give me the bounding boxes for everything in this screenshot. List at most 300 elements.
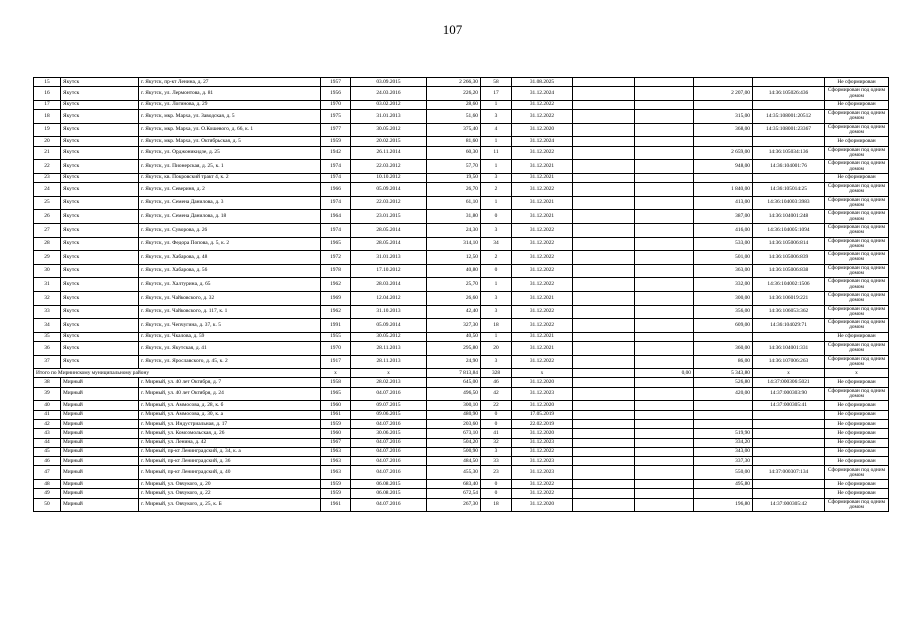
status-cell: Не сформирован [825,429,889,438]
address-cell: г. Якутск, ул. Чайковского, д. 32 [139,291,321,305]
table-row [34,498,889,512]
land-area-cell: 387,00 [694,210,753,224]
date-cell: 09.06.2015 [351,410,427,419]
city-cell: Якутск [61,278,139,292]
deadline-cell: 31.12.2023 [512,438,573,447]
year-cell: 1963 [321,447,351,456]
city-cell: Якутск [61,291,139,305]
row-number: 50 [34,498,61,512]
count-cell: 1 [481,100,512,109]
cadastral-number-cell: 14:36:104001:76 [753,160,825,174]
address-cell: г. Якутск, ул. Пионерская, д. 25, к. 1 [139,160,321,174]
area-cell: 673,10 [427,429,481,438]
cadastral-number-cell [753,137,825,146]
cadastral-number-cell [753,173,825,182]
cadastral-number-cell: 14:36:104001:331 [753,341,825,355]
land-area-cell [694,401,753,410]
value-cell [573,438,635,447]
housing-register-table [33,77,889,512]
land-area-cell: 2 659,00 [694,146,753,160]
cadastral-number-cell: 14:37:000303:90 [753,387,825,401]
land-area-cell: 315,00 [694,110,753,124]
row-number: 16 [34,87,61,101]
area-cell: 226,20 [427,87,481,101]
status-cell: Сформирован под одним домом [825,466,889,480]
table-row [34,237,889,251]
count-cell: 46 [481,378,512,387]
city-cell: Якутск [61,237,139,251]
status-cell: Не сформирован [825,137,889,146]
count-cell: 3 [481,110,512,124]
cadastral-number-cell: 14:36:104029:71 [753,319,825,333]
deadline-cell: 31.12.2020 [512,378,573,387]
address-cell: г. Якутск, мкр. Марха, ул. О.Кошевого, д. 66, к. 1 [139,123,321,137]
date-cell: 22.03.2012 [351,196,427,210]
row-number: 39 [34,387,61,401]
cadastral-number-cell: 14:37:000307:134 [753,466,825,480]
cadastral-number-cell: 14:36:105014:25 [753,183,825,197]
value-cell [573,291,635,305]
cadastral-number-cell: 14:36:105034:136 [753,146,825,160]
address-cell: г. Якутск, ул. Чепчугина, д. 37, к. 5 [139,319,321,333]
value-cell [635,223,694,237]
row-number: 24 [34,183,61,197]
year-cell: 1960 [321,429,351,438]
total-row [34,369,889,378]
area-cell: 57,70 [427,160,481,174]
value-cell [635,480,694,489]
count-cell: 0 [481,480,512,489]
address-cell: г. Якутск, ул. Ярославского, д. 45, к. 2 [139,355,321,369]
value-cell [573,378,635,387]
land-area-cell [694,78,753,87]
city-cell: Якутск [61,100,139,109]
city-cell: Якутск [61,196,139,210]
value-cell [635,146,694,160]
cadastral-number-cell [753,78,825,87]
table-row [34,251,889,265]
count-cell: 0 [481,264,512,278]
table-row [34,173,889,182]
date-cell: 04.07.2016 [351,438,427,447]
deadline-cell: 31.12.2021 [512,173,573,182]
land-area-cell [694,137,753,146]
count-cell: 20 [481,341,512,355]
area-cell: 26,70 [427,183,481,197]
row-number: 38 [34,378,61,387]
cadastral-number-cell: 14:35:108001:20512 [753,110,825,124]
status-cell: Сформирован под одним домом [825,278,889,292]
value-cell [573,237,635,251]
city-cell: Мирный [61,466,139,480]
row-number: 49 [34,489,61,498]
land-area-cell [694,410,753,419]
city-cell: Мирный [61,401,139,410]
area-cell: 2 266,30 [427,78,481,87]
area-cell: 26,60 [427,291,481,305]
status-cell: Не сформирован [825,401,889,410]
value-cell [635,355,694,369]
status-cell: Сформирован под одним домом [825,291,889,305]
address-cell: г. Якутск, ул. Чкалова, д. 59 [139,332,321,341]
year-cell: 1963 [321,457,351,466]
land-area-cell: 526,80 [694,378,753,387]
value-cell [573,319,635,333]
deadline-cell: 31.12.2022 [512,110,573,124]
status-cell: Не сформирован [825,100,889,109]
date-cell: 06.08.2015 [351,489,427,498]
row-number: 18 [34,110,61,124]
row-number: 47 [34,466,61,480]
address-cell: г. Якутск, ул. Федора Попова, д. 5, к. 2 [139,237,321,251]
count-cell: 22 [481,401,512,410]
value-cell [573,355,635,369]
land-area-cell [694,489,753,498]
address-cell: г. Якутск, мкр. Марха, ул. Октябрьская, д. 5 [139,137,321,146]
land-area-cell: 420,00 [694,387,753,401]
area-cell: 12,50 [427,251,481,265]
deadline-cell: 31.12.2021 [512,196,573,210]
count-cell: 3 [481,291,512,305]
row-number: 22 [34,160,61,174]
row-number: 25 [34,196,61,210]
land-area-cell [694,100,753,109]
deadline-cell: 31.08.2025 [512,78,573,87]
year-cell: 1970 [321,100,351,109]
count-cell: 42 [481,387,512,401]
area-cell: 480,90 [427,410,481,419]
value-cell [635,196,694,210]
deadline-cell: 17.05.2019 [512,410,573,419]
value-cell [635,429,694,438]
value-cell [573,305,635,319]
area-cell: 300,10 [427,401,481,410]
city-cell: Мирный [61,387,139,401]
deadline-cell: 31.12.2022 [512,319,573,333]
land-area-cell [694,332,753,341]
value-cell [635,183,694,197]
table-row [34,410,889,419]
value-cell [573,466,635,480]
city-cell: Якутск [61,87,139,101]
address-cell: г. Мирный, ул. 40 лет Октября, д. 24 [139,387,321,401]
city-cell: Якутск [61,78,139,87]
row-number: 48 [34,480,61,489]
value-cell [635,466,694,480]
row-number: 37 [34,355,61,369]
table-row [34,278,889,292]
value-cell [573,369,635,378]
cadastral-number-cell [753,332,825,341]
cadastral-number-cell: 14:37:000306:5021 [753,378,825,387]
area-cell: 203,60 [427,419,481,428]
city-cell: Якутск [61,355,139,369]
area-cell: 496,50 [427,387,481,401]
status-cell: Не сформирован [825,173,889,182]
status-cell: Не сформирован [825,419,889,428]
value-cell [573,160,635,174]
value-cell [573,137,635,146]
land-area-cell: 2 207,00 [694,87,753,101]
year-cell: 1960 [321,401,351,410]
count-cell: 3 [481,355,512,369]
cadastral-number-cell: 14:36:105006:814 [753,237,825,251]
status-cell: Сформирован под одним домом [825,183,889,197]
area-cell: 672,54 [427,489,481,498]
status-cell: Сформирован под одним домом [825,110,889,124]
land-area-cell: 413,00 [694,196,753,210]
area-cell: 61,10 [427,196,481,210]
count-cell: 1 [481,196,512,210]
value-cell [635,332,694,341]
address-cell: г. Якутск, ул. Лермонтова, д. 81 [139,87,321,101]
cadastral-number-cell: 14:37:000305:42 [753,498,825,512]
cadastral-number-cell: 14:36:104001:248 [753,210,825,224]
date-cell: 23.01.2015 [351,210,427,224]
table-row [34,429,889,438]
date-cell: 31.01.2013 [351,110,427,124]
date-cell: 20.02.2015 [351,137,427,146]
table-row [34,100,889,109]
land-area-cell [694,173,753,182]
year-cell: 1969 [321,291,351,305]
year-cell: 1942 [321,146,351,160]
value-cell [635,378,694,387]
land-area-cell: 343,00 [694,447,753,456]
count-cell: 1 [481,278,512,292]
value-cell [635,87,694,101]
count-cell: 33 [481,457,512,466]
area-cell: 683,40 [427,480,481,489]
year-cell: 1961 [321,498,351,512]
date-cell: 12.04.2012 [351,291,427,305]
cadastral-number-cell: 14:35:108001:23367 [753,123,825,137]
count-cell: 3 [481,223,512,237]
count-cell: 328 [481,369,512,378]
status-cell: Сформирован под одним домом [825,196,889,210]
status-cell: Сформирован под одним домом [825,146,889,160]
date-cell: 05.09.2014 [351,183,427,197]
table-row [34,110,889,124]
area-cell: 375,40 [427,123,481,137]
count-cell: 32 [481,438,512,447]
land-area-cell: 196,80 [694,498,753,512]
deadline-cell: 31.12.2022 [512,264,573,278]
date-cell: 28.05.2014 [351,237,427,251]
city-cell: Якутск [61,264,139,278]
table-row [34,87,889,101]
year-cell: 1962 [321,305,351,319]
year-cell: 1974 [321,173,351,182]
value-cell [573,87,635,101]
status-cell: Сформирован под одним домом [825,123,889,137]
address-cell: г. Якутск, ул. Хабарова, д. 56 [139,264,321,278]
value-cell [573,480,635,489]
cadastral-number-cell: 14:36:106019:221 [753,291,825,305]
land-area-cell: 363,00 [694,264,753,278]
cadastral-number-cell: 14:36:104003:3983 [753,196,825,210]
address-cell: г. Мирный, ул. Овчукого, д. 25, к. Б [139,498,321,512]
date-cell: 10.10.2012 [351,173,427,182]
area-cell: 267,30 [427,498,481,512]
cadastral-number-cell: 14:36:105006:838 [753,264,825,278]
status-cell: Не сформирован [825,332,889,341]
table-row [34,419,889,428]
date-cell: 31.10.2013 [351,305,427,319]
year-cell: 1977 [321,123,351,137]
cadastral-number-cell [753,447,825,456]
deadline-cell: 31.12.2022 [512,100,573,109]
status-cell: Сформирован под одним домом [825,305,889,319]
year-cell: 1957 [321,78,351,87]
row-number: 41 [34,410,61,419]
value-cell [573,429,635,438]
row-number: 32 [34,291,61,305]
deadline-cell: 31.12.2024 [512,137,573,146]
status-cell: Не сформирован [825,447,889,456]
land-area-cell: 519,90 [694,429,753,438]
city-cell: Якутск [61,137,139,146]
year-cell: 1962 [321,278,351,292]
land-area-cell: 300,00 [694,291,753,305]
city-cell: Якутск [61,341,139,355]
count-cell: 1 [481,137,512,146]
year-cell: 1955 [321,332,351,341]
land-area-cell: 416,00 [694,223,753,237]
table-row [34,291,889,305]
address-cell: г. Якутск, кв. Покровский тракт 4, к. 2 [139,173,321,182]
value-cell [635,251,694,265]
date-cell: 06.08.2015 [351,480,427,489]
land-area-cell: 337,30 [694,457,753,466]
address-cell: г. Якутск, ул. Халтурина, д. 65 [139,278,321,292]
year-cell: 1956 [321,87,351,101]
page-number: 107 [442,22,463,37]
cadastral-number-cell [753,410,825,419]
table-row [34,196,889,210]
city-cell: Мирный [61,447,139,456]
row-number: 27 [34,223,61,237]
value-cell [635,78,694,87]
row-number: 42 [34,419,61,428]
land-area-cell: 360,00 [694,341,753,355]
land-area-cell: 5 343,80 [694,369,753,378]
row-number: 43 [34,429,61,438]
table-row [34,341,889,355]
value-cell [573,419,635,428]
value-cell [573,332,635,341]
count-cell: 23 [481,466,512,480]
year-cell: 1965 [321,237,351,251]
value-cell [635,489,694,498]
year-cell: 1961 [321,410,351,419]
date-cell: 17.10.2012 [351,264,427,278]
year-cell: 1966 [321,183,351,197]
count-cell: 3 [481,173,512,182]
date-cell: 28.05.2014 [351,223,427,237]
date-cell: 24.03.2016 [351,87,427,101]
address-cell: г. Якутск, ул. Логинова, д. 29 [139,100,321,109]
row-number: 20 [34,137,61,146]
city-cell: Мирный [61,498,139,512]
value-cell: 0,00 [635,369,694,378]
status-cell: Сформирован под одним домом [825,387,889,401]
area-cell: 40,80 [427,264,481,278]
deadline-cell: 31.12.2021 [512,332,573,341]
table-row [34,438,889,447]
address-cell: г. Якутск, мкр. Марха, ул. Заводская, д. 5 [139,110,321,124]
count-cell: 0 [481,419,512,428]
row-number: 28 [34,237,61,251]
row-number: 35 [34,332,61,341]
land-area-cell: 332,00 [694,278,753,292]
value-cell [635,291,694,305]
city-cell: Мирный [61,480,139,489]
address-cell: г. Якутск, ул. Семена Данилова, д. 18 [139,210,321,224]
land-area-cell: 609,00 [694,319,753,333]
address-cell: г. Мирный, ул. Индустриальная, д. 17 [139,419,321,428]
cadastral-number-cell: 14:36:105006:839 [753,251,825,265]
address-cell: г. Якутск, ул. Чайковского, д. 117, к. 1 [139,305,321,319]
table-row [34,264,889,278]
count-cell: 1 [481,332,512,341]
count-cell: 4 [481,123,512,137]
deadline-cell: 31.12.2022 [512,355,573,369]
status-cell: Не сформирован [825,438,889,447]
table-row [34,160,889,174]
address-cell: г. Якутск, ул. Севериня, д. 2 [139,183,321,197]
value-cell [573,410,635,419]
status-cell: Не сформирован [825,480,889,489]
deadline-cell: 22.02.2019 [512,419,573,428]
deadline-cell: 31.12.2022 [512,146,573,160]
row-number: 29 [34,251,61,265]
status-cell: Сформирован под одним домом [825,498,889,512]
value-cell [573,78,635,87]
year-cell: 1967 [321,438,351,447]
value-cell [635,447,694,456]
row-number: 34 [34,319,61,333]
cadastral-number-cell: 14:37:000305:41 [753,401,825,410]
address-cell: г. Мирный, ул. Аммосова, д. 30, к. а [139,410,321,419]
count-cell: 1 [481,160,512,174]
status-cell: Не сформирован [825,457,889,466]
deadline-cell: 31.12.2020 [512,429,573,438]
date-cell: 22.03.2012 [351,160,427,174]
deadline-cell: 31.12.2021 [512,291,573,305]
city-cell: Мирный [61,457,139,466]
row-number: 40 [34,401,61,410]
row-number: 33 [34,305,61,319]
value-cell [635,173,694,182]
deadline-cell: 31.12.2022 [512,278,573,292]
value-cell [635,160,694,174]
address-cell: г. Якутск, ул. Суворова, д. 26 [139,223,321,237]
value-cell [573,196,635,210]
area-cell: 455,30 [427,466,481,480]
deadline-cell: 31.12.2023 [512,457,573,466]
count-cell: 58 [481,78,512,87]
value-cell [573,110,635,124]
city-cell: Якутск [61,332,139,341]
count-cell: 3 [481,447,512,456]
value-cell [573,489,635,498]
table-row [34,78,889,87]
area-cell: 484,50 [427,457,481,466]
value-cell [573,341,635,355]
value-cell [635,237,694,251]
year-cell: 1964 [321,210,351,224]
